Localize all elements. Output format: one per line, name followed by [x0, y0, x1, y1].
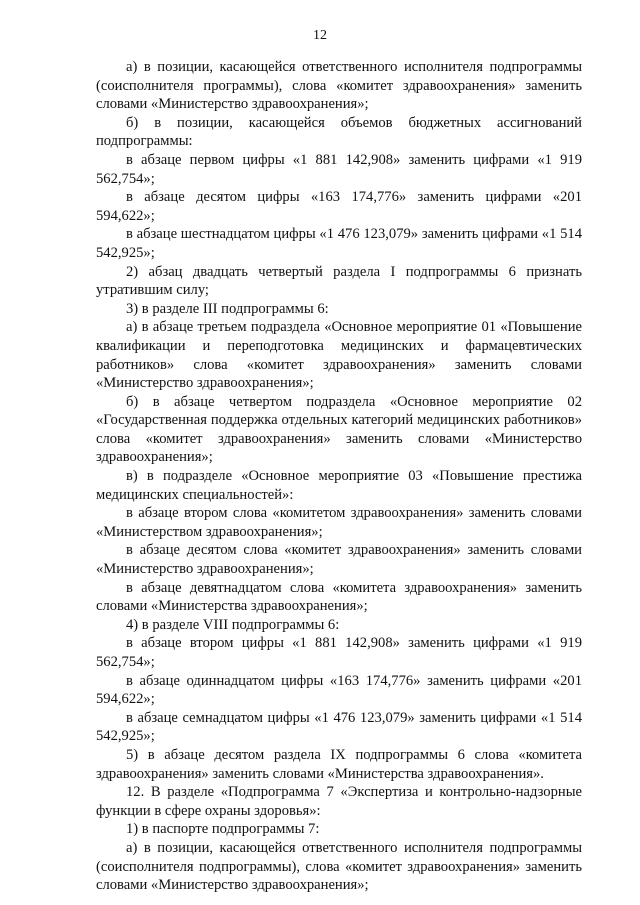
paragraph-first-para-figures: в абзаце первом цифры «1 881 142,908» заменить цифрами «1 919 562,754»;: [96, 151, 582, 187]
paragraph-a-responsible-executor: а) в позиции, касающейся ответственного исполнителя подпрограммы (соисполнителя подпрограммы), слова «комитет здравоохранения» заменить словами «Министерство здравоохранения»;: [96, 839, 582, 894]
paragraph-4-section-viii: 4) в разделе VIII подпрограммы 6:: [126, 616, 340, 633]
paragraph-eleventh-para-figures: в абзаце одиннадцатом цифры «163 174,776» заменить цифрами «201 594,622»;: [96, 672, 582, 708]
paragraph-sixteenth-para-figures: в абзаце шестнадцатом цифры «1 476 123,079» заменить цифрами «1 514 542,925»;: [96, 226, 582, 261]
paragraph-second-para-words: в абзаце втором слова «комитетом здравоохранения» заменить словами «Министерством здравоохранения»;: [96, 505, 582, 540]
paragraph-tenth-para-figures: в абзаце десятом цифры «163 174,776» заменить цифрами «201 594,622»;: [96, 189, 582, 224]
paragraph-1a-responsible-executor: а) в позиции, касающейся ответственного исполнителя подпрограммы (соисполнителя программы), слова «комитет здравоохранения» заменить словами «Министерство здравоохранения»;: [96, 59, 582, 113]
paragraph-tenth-para-words: в абзаце десятом слова «комитет здравоохранения» заменить словами «Министерство здравоохранения»;: [96, 542, 582, 578]
document-body: [96, 58, 582, 895]
paragraph-12-subprogram-7: 12. В разделе «Подпрограмма 7 «Экспертиза и контрольно-надзорные функции в сфере охраны здоровья»:: [96, 784, 582, 819]
paragraph-second-para-figures: в абзаце втором цифры «1 881 142,908» заменить цифрами «1 919 562,754»;: [96, 635, 582, 670]
paragraph-3b-activity-02: б) в абзаце четвертом подраздела «Основное мероприятие 02 «Государственная поддержка отдельных категорий медицинских работников» слова «комитет здравоохранения» заменить словами «Министерство здравоохранения»;: [96, 393, 582, 466]
paragraph-3a-activity-01: а) в абзаце третьем подраздела «Основное мероприятие 01 «Повышение квалификации и переподготовка медицинских и фармацевтических работников» слова «комитет здравоохранения» заменить словами «Министерство здравоохранения»;: [96, 319, 582, 392]
paragraph-3-section-iii: 3) в разделе III подпрограммы 6:: [126, 300, 329, 317]
paragraph-seventeenth-para-figures: в абзаце семнадцатом цифры «1 476 123,079» заменить цифрами «1 514 542,925»;: [96, 709, 582, 745]
page-number: 12: [313, 28, 327, 43]
paragraph-5-section-ix: 5) в абзаце десятом раздела IX подпрограммы 6 слова «комитета здравоохранения» заменить словами «Министерства здравоохранения».: [96, 746, 582, 782]
paragraph-1-passport: 1) в паспорте подпрограммы 7:: [126, 821, 320, 838]
paragraph-1b-budget-allocations: б) в позиции, касающейся объемов бюджетных ассигнований подпрограммы:: [96, 114, 582, 150]
paragraph-nineteenth-para-words: в абзаце девятнадцатом слова «комитета здравоохранения» заменить словами «Министерства здравоохранения»;: [96, 579, 582, 615]
paragraph-3v-activity-03: в) в подразделе «Основное мероприятие 03 «Повышение престижа медицинских специальностей»:: [96, 468, 582, 503]
paragraph-2-invalid: 2) абзац двадцать четвертый раздела I подпрограммы 6 признать утратившим силу;: [96, 263, 582, 299]
